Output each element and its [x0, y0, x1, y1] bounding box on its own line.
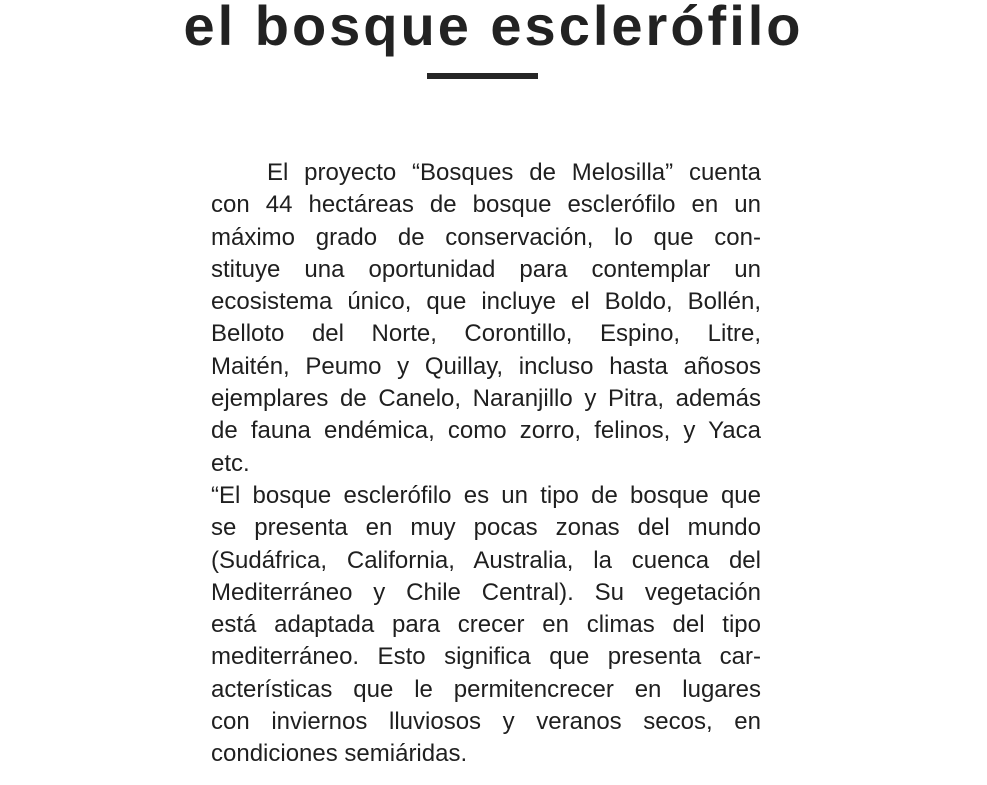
text-line: El proyecto “Bosques de Melosilla” cuenta [267, 159, 761, 186]
text-line: condiciones semiáridas. [211, 740, 468, 768]
text-line: (Sudáfrica, California, Australia, la cuenca del [211, 546, 761, 574]
text-line: con inviernos lluviosos y veranos secos, en [211, 708, 761, 736]
body-text [211, 157, 761, 771]
text-line: etc. [211, 449, 250, 477]
text-line: ejemplares de Canelo, Naranjillo y Pitra, además [211, 385, 761, 413]
text-line: se presenta en muy pocas zonas del mundo [211, 514, 761, 542]
title-underline [427, 73, 538, 79]
text-line: ecosistema único, que incluye el Boldo, Bollén, [211, 288, 761, 316]
text-line: Mediterráneo y Chile Central). Su vegetación [211, 578, 761, 606]
text-line: está adaptada para crecer en climas del tipo [211, 611, 761, 639]
text-line: mediterráneo. Esto significa que presenta car- [211, 643, 761, 671]
page-title: el bosque esclerófilo [183, 0, 804, 57]
text-line: con 44 hectáreas de bosque esclerófilo en un [211, 191, 761, 219]
text-line: Belloto del Norte, Corontillo, Espino, Litre, [211, 320, 761, 348]
text-line: de fauna endémica, como zorro, felinos, y Yaca [211, 417, 761, 445]
text-line: acterísticas que le permitencrecer en lugares [211, 675, 761, 703]
paragraph-2 [211, 480, 761, 771]
text-line: Maitén, Peumo y Quillay, incluso hasta añosos [211, 352, 761, 380]
text-line: “El bosque esclerófilo es un tipo de bosque que [211, 481, 761, 509]
text-line: máximo grado de conservación, lo que con- [211, 223, 761, 251]
paragraph-1 [211, 157, 761, 480]
text-line: stituye una oportunidad para contemplar un [211, 255, 761, 283]
